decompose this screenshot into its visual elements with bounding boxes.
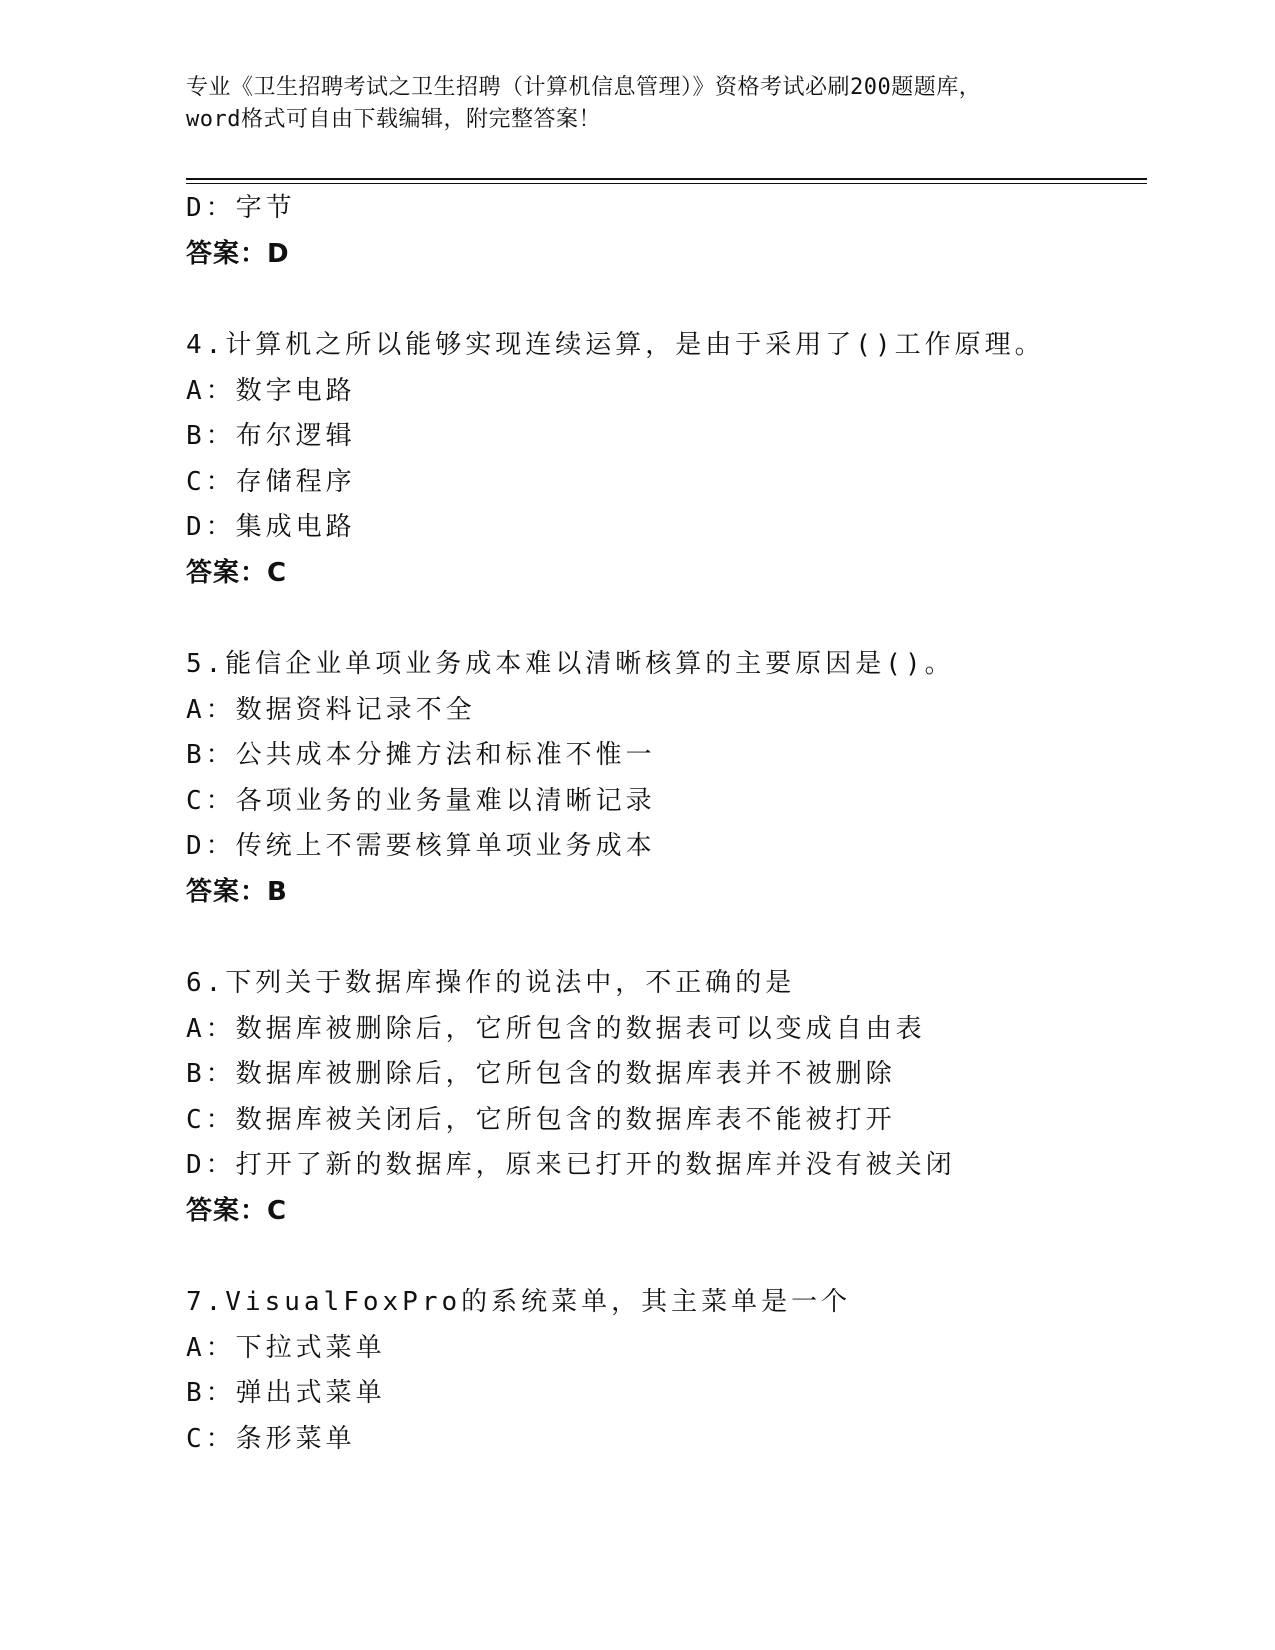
option-b: B：弹出式菜单 xyxy=(186,1378,386,1408)
answer-label: 答案： xyxy=(186,557,268,588)
answer-label: 答案： xyxy=(186,238,268,269)
option-a: A：数字电路 xyxy=(186,375,356,406)
option-b: B：布尔逻辑 xyxy=(186,421,356,451)
question-stem: 5.能信企业单项业务成本难以清晰核算的主要原因是()。 xyxy=(186,649,955,679)
answer-row xyxy=(186,1189,1146,1235)
option-a: A：下拉式菜单 xyxy=(186,1332,386,1363)
answer-value: D xyxy=(267,238,290,269)
question-stem: 6.下列关于数据库操作的说法中，不正确的是 xyxy=(186,968,796,998)
option-c: C：数据库被关闭后，它所包含的数据库表不能被打开 xyxy=(186,1104,896,1135)
answer-value: C xyxy=(267,1195,288,1226)
question-stem: 7.VisualFoxPro的系统菜单，其主菜单是一个 xyxy=(186,1287,852,1317)
question-stem: 4.计算机之所以能够实现连续运算，是由于采用了()工作原理。 xyxy=(186,330,1045,360)
option-c: C：存储程序 xyxy=(186,466,356,497)
header-title-line-1: 专业《卫生招聘考试之卫生招聘（计算机信息管理）》资格考试必刷200题题库， xyxy=(186,75,982,100)
header-title-line-2: word格式可自由下载编辑，附完整答案！ xyxy=(186,107,601,132)
option-d: D：传统上不需要核算单项业务成本 xyxy=(186,831,656,861)
answer-label: 答案： xyxy=(186,1195,268,1226)
header-divider xyxy=(186,178,1147,180)
option-c: C：条形菜单 xyxy=(186,1423,356,1454)
answer-row xyxy=(186,551,1146,597)
answer-row xyxy=(186,232,1146,278)
answer-row xyxy=(186,870,1146,916)
answer-value: C xyxy=(267,557,288,588)
option-b: B：数据库被删除后，它所包含的数据库表并不被删除 xyxy=(186,1059,896,1089)
option-d: D：集成电路 xyxy=(186,512,356,542)
question-list xyxy=(186,186,1146,1462)
option-d: D：打开了新的数据库，原来已打开的数据库并没有被关闭 xyxy=(186,1150,956,1180)
option-a: A：数据资料记录不全 xyxy=(186,694,476,725)
option-b: B：公共成本分摊方法和标准不惟一 xyxy=(186,740,656,770)
option-c: C：各项业务的业务量难以清晰记录 xyxy=(186,785,656,816)
option-d: D：字节 xyxy=(186,193,296,223)
answer-label: 答案： xyxy=(186,876,268,907)
option-a: A：数据库被删除后，它所包含的数据表可以变成自由表 xyxy=(186,1013,926,1044)
page-header xyxy=(186,72,1086,136)
answer-value: B xyxy=(267,876,288,907)
